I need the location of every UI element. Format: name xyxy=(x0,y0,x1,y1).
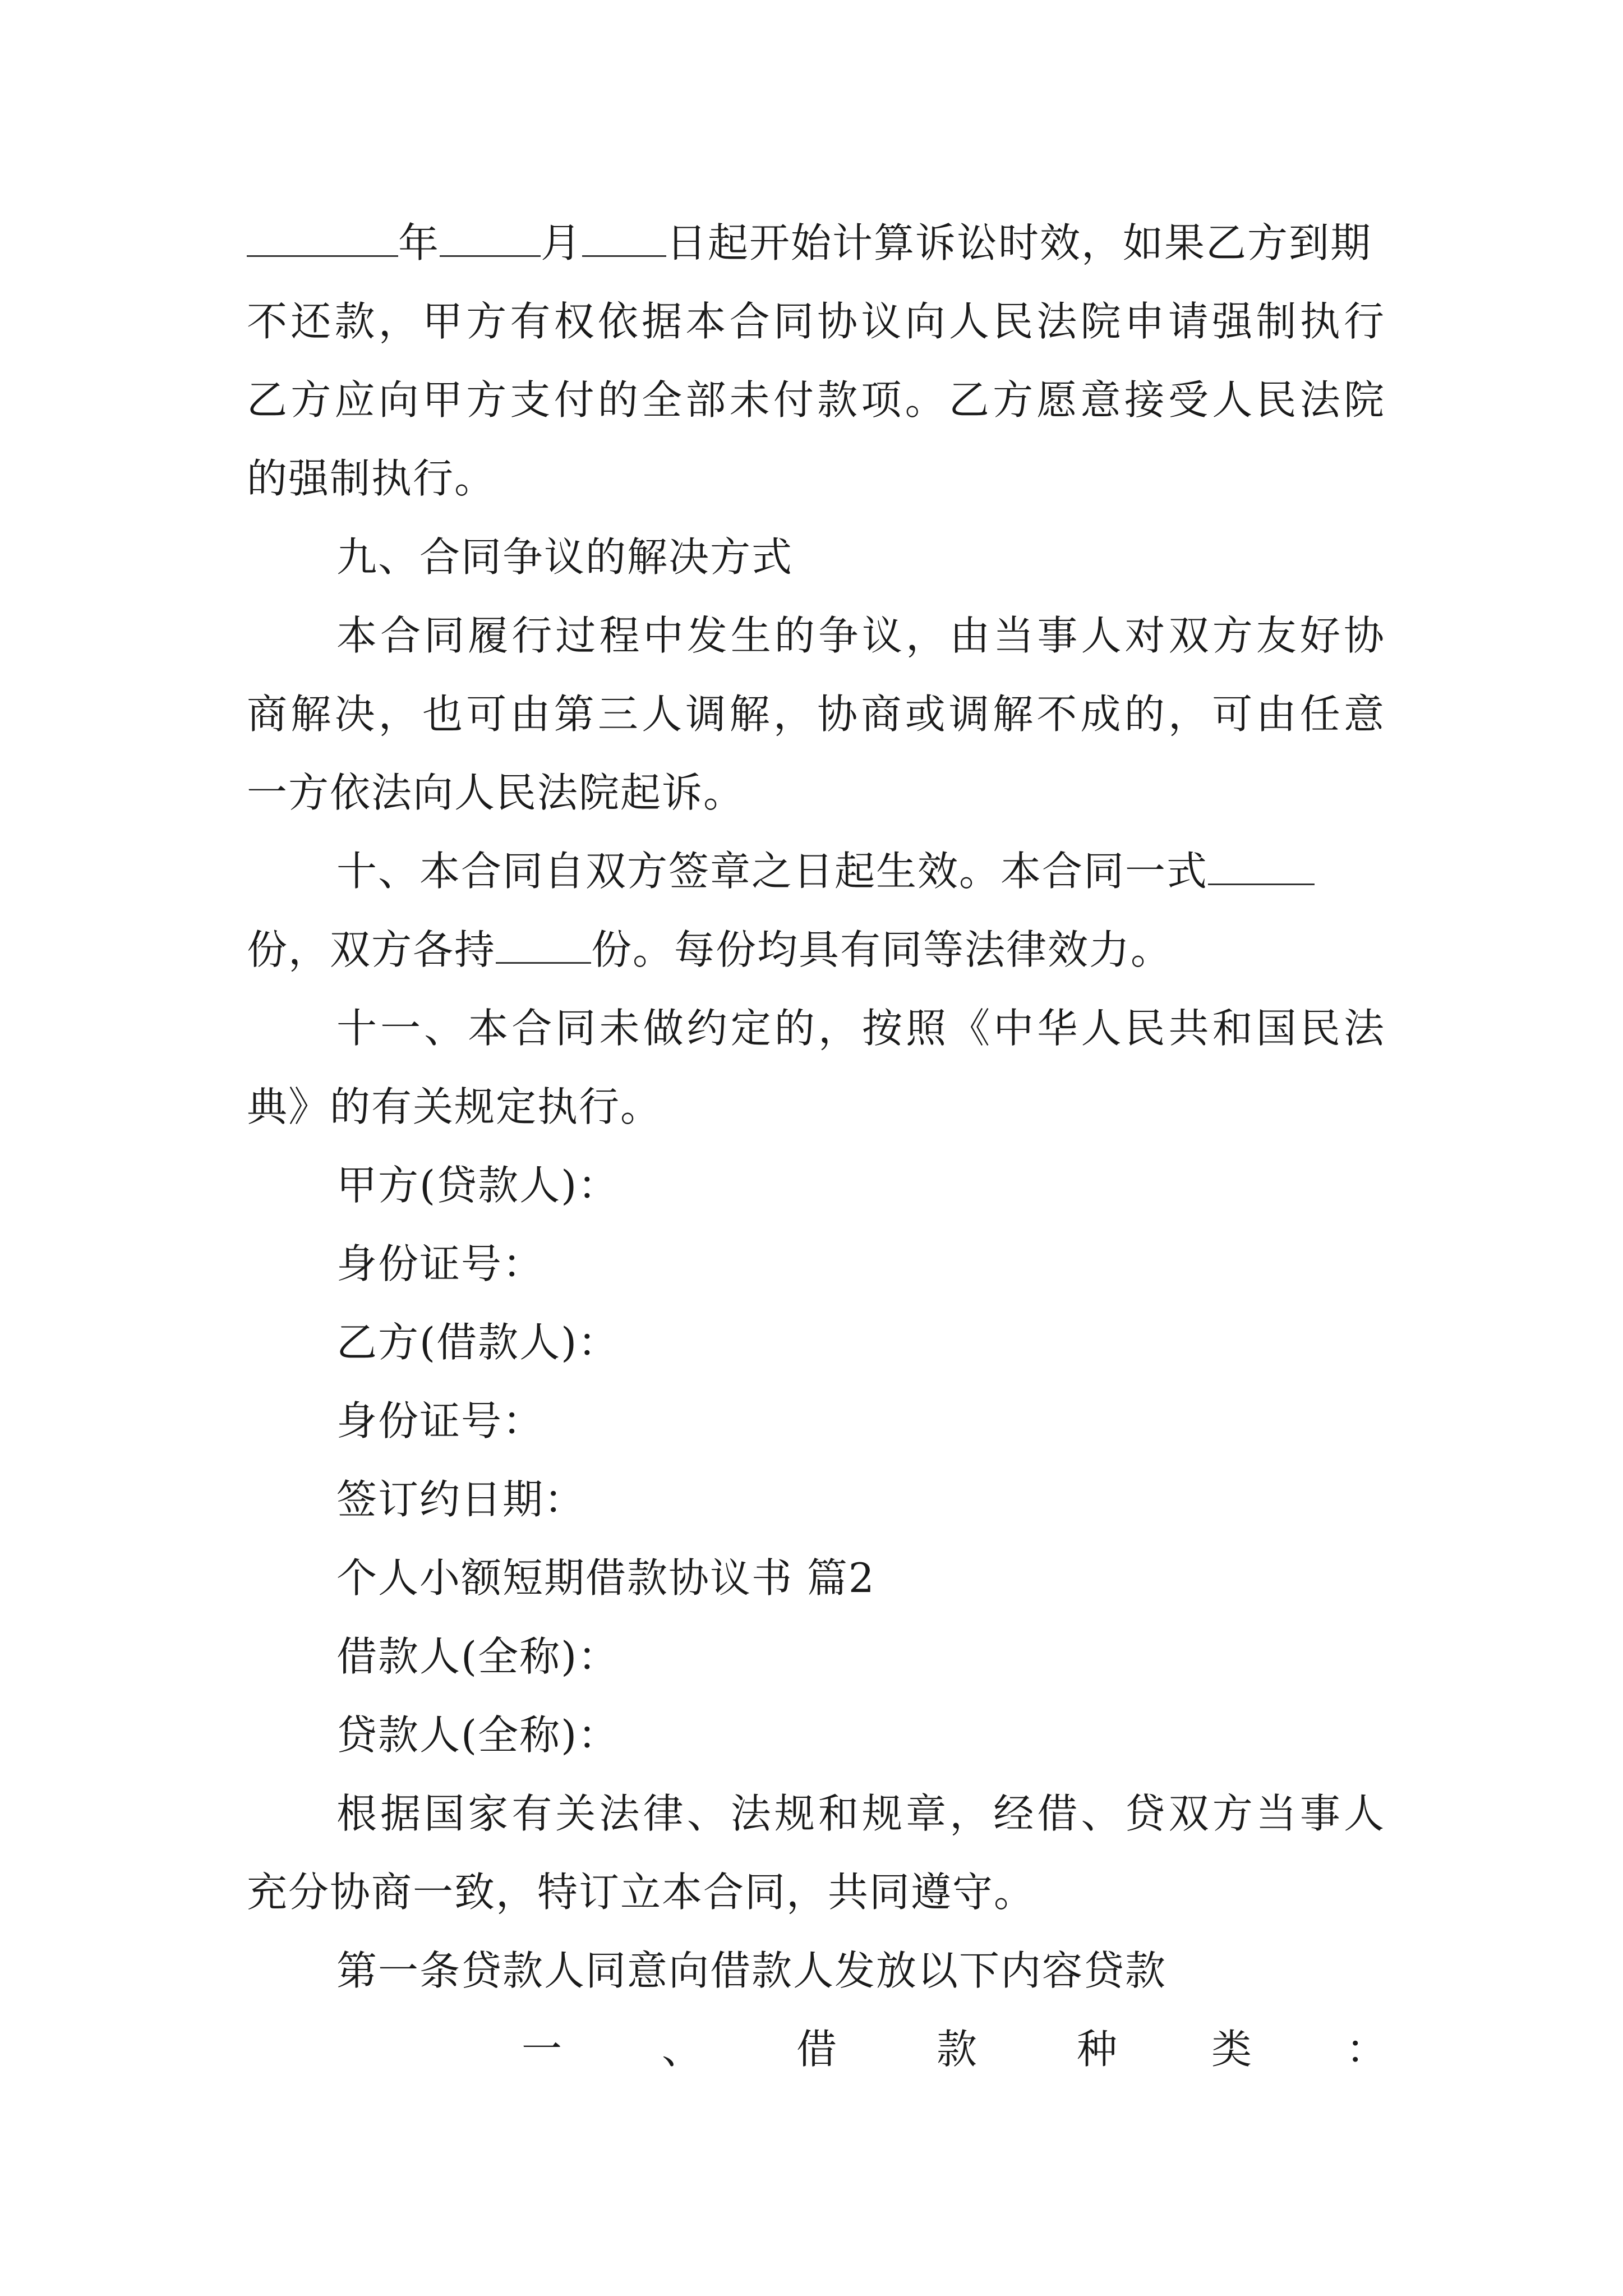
paragraph-line: 充分协商一致，特订立本合同，共同遵守。 xyxy=(247,1869,1036,1916)
text-day-rest: 日起开始计算诉讼时效，如果乙方到期 xyxy=(666,219,1372,266)
blank-day xyxy=(582,211,666,257)
text-s10-l2b: 份。每份均具有同等法律效力。 xyxy=(591,926,1173,973)
paragraph-line: 不还款，甲方有权依据本合同协议向人民法院申请强制执行 xyxy=(247,298,1385,345)
paragraph-line: 的强制执行。 xyxy=(247,455,496,502)
loan-type-char: 借 xyxy=(796,2026,837,2073)
loan-type-char: 款 xyxy=(937,2026,978,2073)
paragraph-line xyxy=(247,916,1385,983)
paragraph-line: 商解决，也可由第三人调解，协商或调解不成的，可由任意 xyxy=(247,691,1385,738)
signature-party-b: 乙方(借款人)： xyxy=(336,1319,620,1366)
signature-party-a: 甲方(贷款人)： xyxy=(336,1162,620,1209)
loan-type-char: 一 xyxy=(522,2026,562,2073)
loan-type-char: 种 xyxy=(1077,2026,1118,2073)
paragraph-line: 十一、本合同未做约定的，按照《中华人民共和国民法 xyxy=(336,1005,1385,1052)
loan-type-heading xyxy=(247,2016,1385,2083)
loan-type-char: ： xyxy=(1346,2026,1387,2073)
part2-title: 个人小额短期借款协议书 篇2 xyxy=(336,1554,875,1602)
paragraph-line: 本合同履行过程中发生的争议，由当事人对双方友好协 xyxy=(336,612,1385,659)
paragraph-line xyxy=(247,209,1385,277)
text-s10-l2a: 份，双方各持 xyxy=(247,926,496,973)
paragraph-line xyxy=(247,838,1385,905)
paragraph-line: 典》的有关规定执行。 xyxy=(247,1083,662,1130)
loan-type-char: 、 xyxy=(662,2026,703,2073)
borrower-field: 借款人(全称)： xyxy=(336,1633,620,1680)
signature-id-b: 身份证号： xyxy=(336,1397,545,1444)
lender-field: 贷款人(全称)： xyxy=(336,1711,620,1759)
article-1: 第一条贷款人同意向借款人发放以下内容贷款 xyxy=(336,1947,1167,1994)
paragraph-line: 一方依法向人民法院起诉。 xyxy=(247,769,745,816)
paragraph-line: 根据国家有关法律、法规和规章，经借、贷双方当事人 xyxy=(336,1790,1385,1837)
blank-month xyxy=(440,211,541,257)
blank-copies xyxy=(1208,840,1315,885)
section-heading: 九、合同争议的解决方式 xyxy=(336,533,794,581)
signature-date: 签订约日期： xyxy=(336,1476,586,1523)
loan-type-char: 类 xyxy=(1211,2026,1252,2073)
blank-year xyxy=(247,211,398,257)
signature-id-a: 身份证号： xyxy=(336,1240,545,1287)
text-month: 月 xyxy=(541,219,583,266)
text-s10-l1: 十、本合同自双方签章之日起生效。本合同一式 xyxy=(336,848,1209,895)
text-year: 年 xyxy=(398,219,440,266)
blank-each xyxy=(496,918,591,964)
paragraph-line: 乙方应向甲方支付的全部未付款项。乙方愿意接受人民法院 xyxy=(247,376,1385,424)
